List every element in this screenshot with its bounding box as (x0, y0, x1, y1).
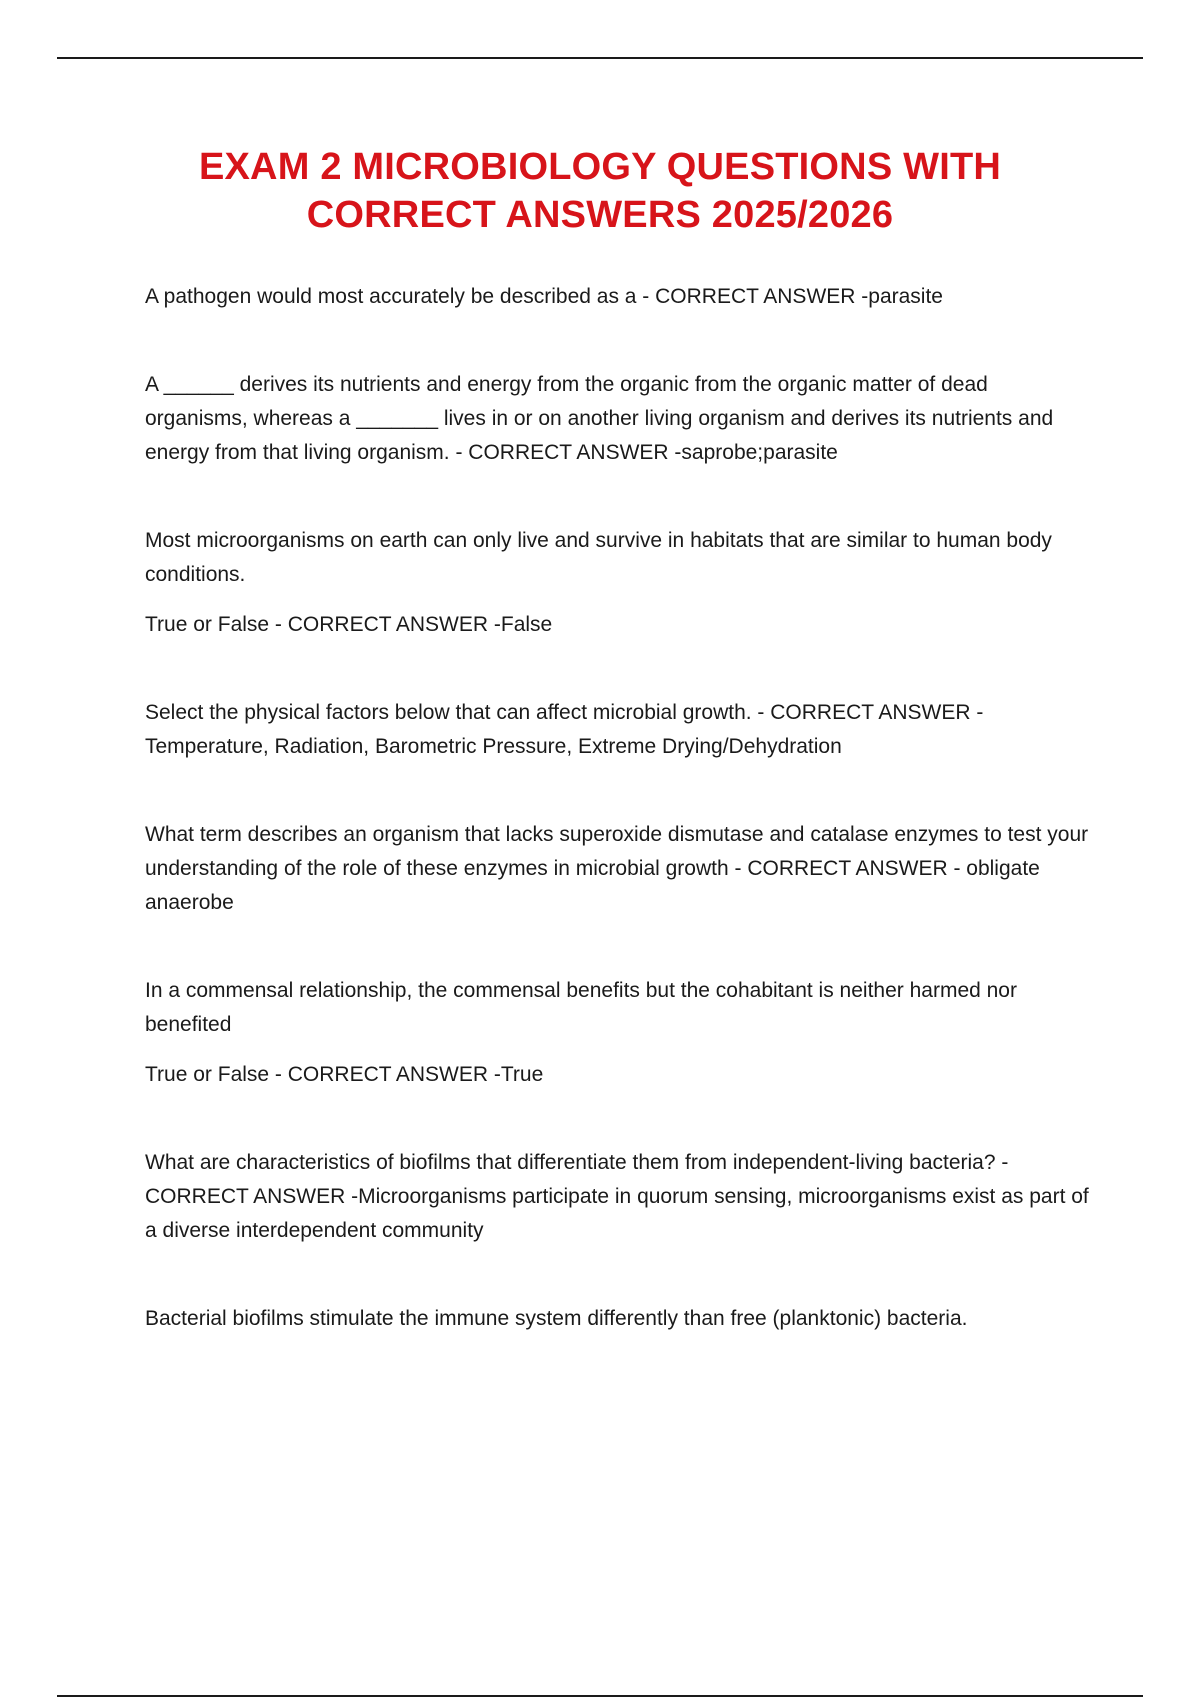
qa-item (145, 696, 1095, 764)
qa-text: What are characteristics of biofilms that differentiate them from independent-living bacteria? - CORRECT ANSWER -Microorganisms participate in quorum sensing, microorganisms exist as part of a diverse interdependent community (145, 1151, 1089, 1242)
header-rule (57, 57, 1143, 59)
qa-item (145, 1302, 1095, 1336)
qa-item (145, 1146, 1095, 1248)
footer-rule (57, 1695, 1143, 1697)
qa-item (145, 280, 1095, 314)
qa-item (145, 974, 1095, 1092)
qa-text: Most microorganisms on earth can only live and survive in habitats that are similar to human body conditions. (145, 529, 1052, 586)
qa-text: A pathogen would most accurately be described as a - CORRECT ANSWER -parasite (145, 285, 943, 308)
qa-text: True or False - CORRECT ANSWER -False (145, 613, 553, 636)
qa-text: Select the physical factors below that can affect microbial growth. - CORRECT ANSWER - Temperature, Radiation, Barometric Pressure, Extreme Drying/Dehydration (145, 701, 984, 758)
qa-text: Bacterial biofilms stimulate the immune system differently than free (planktonic) bacteria. (145, 1307, 968, 1330)
title-line-2: CORRECT ANSWERS 2025/2026 (306, 194, 894, 236)
document-title (0, 143, 1200, 239)
qa-text: What term describes an organism that lacks superoxide dismutase and catalase enzymes to test your understanding of the role of these enzymes in microbial growth - CORRECT ANSWER - obligate anaerobe (145, 823, 1089, 914)
qa-text: A ______ derives its nutrients and energy from the organic from the organic matter of dead organisms, whereas a _______ lives in or on another living organism and derives its nutrients and energy from that living organism. - CORRECT ANSWER -saprobe;parasite (145, 373, 1054, 464)
qa-item (145, 818, 1095, 920)
qa-item (145, 368, 1095, 470)
qa-list (145, 280, 1095, 1390)
qa-text: In a commensal relationship, the commensal benefits but the cohabitant is neither harmed nor benefited (145, 979, 1017, 1036)
qa-text: True or False - CORRECT ANSWER -True (145, 1063, 544, 1086)
title-line-1: EXAM 2 MICROBIOLOGY QUESTIONS WITH (198, 146, 1002, 188)
qa-item (145, 524, 1095, 642)
